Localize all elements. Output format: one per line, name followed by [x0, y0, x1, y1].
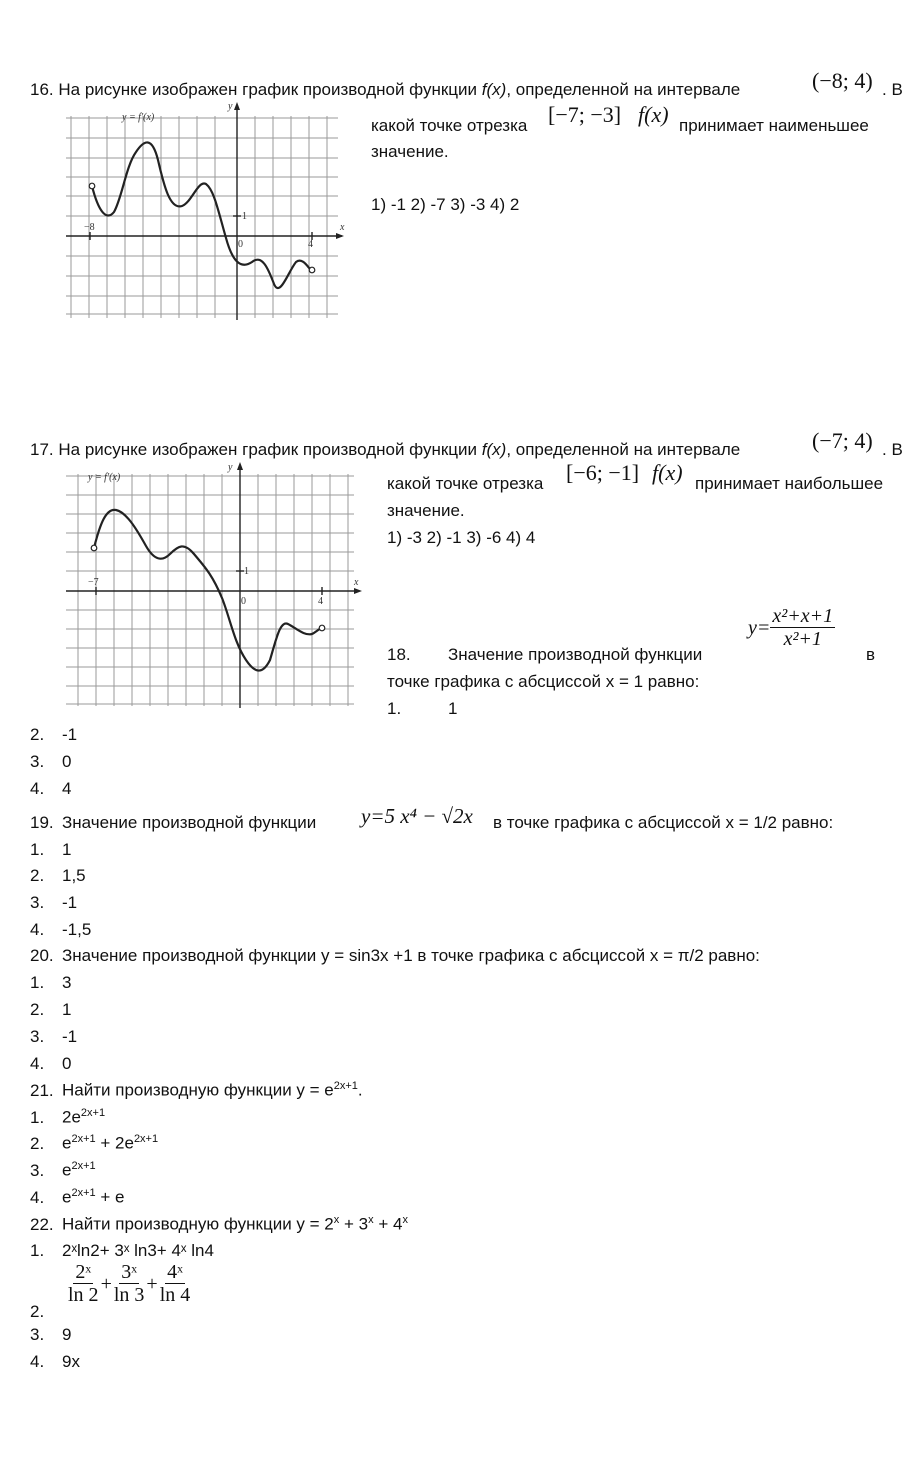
q18-line2: точке графика с абсциссой х = 1 равно: [387, 672, 700, 691]
q18-text: Значение производной функции [448, 645, 703, 664]
q16-x-label: x [340, 222, 345, 233]
list-number: 3. [30, 1325, 45, 1344]
q18-formula-y: y= [748, 616, 771, 639]
q19-option2 [30, 866, 86, 886]
q20-line [30, 946, 760, 966]
plus-sign: + [146, 1272, 158, 1295]
list-value: 0 [62, 1054, 72, 1073]
q17-text-mid: , определенной на интервале [506, 440, 741, 459]
q16-endpoint-right [309, 267, 315, 273]
q16-tick-right: 4 [308, 239, 313, 250]
list-number: 2. [30, 866, 45, 885]
list-number: 1. [30, 1107, 45, 1127]
q22-line [30, 1214, 408, 1235]
list-value: -1 [62, 725, 78, 744]
q22-exp3: х [402, 1214, 408, 1226]
q21-o3-exp: 2х+1 [71, 1160, 96, 1172]
q18-numerator: x²+x+1 [772, 605, 834, 627]
list-number: 3. [30, 1160, 45, 1180]
q18-number: 18. [387, 645, 411, 664]
frac-numerator: 4ˣ [167, 1261, 183, 1283]
list-value: 1 [62, 840, 72, 859]
q17-line3: значение. [387, 501, 465, 520]
q16-grid [66, 116, 338, 318]
q22-o4: 9х [62, 1352, 80, 1371]
q21-o1-exp: 2х+1 [80, 1107, 106, 1119]
q22-number: 22. [30, 1214, 54, 1234]
q18-text-v: в [866, 645, 876, 664]
q20-option2 [30, 1000, 71, 1020]
q16-text-mid: , определенной на интервале [506, 80, 741, 99]
q16-y-arrow [234, 102, 240, 110]
list-number: 2. [30, 1000, 45, 1019]
q16-answers: 1) -1 2) -7 3) -3 4) 2 [371, 195, 520, 214]
q22-plus3: + 3 [339, 1214, 369, 1234]
q22-option2-formula [66, 1262, 192, 1306]
q16-segment: [−7; −3] [548, 102, 622, 127]
q17-line2-pre: какой точке отрезка [387, 474, 544, 493]
list-number: 3. [30, 752, 45, 771]
q17-tick-right: 4 [318, 596, 323, 607]
q16-line1 [30, 80, 740, 100]
q20-text: Значение производной функции у = sin3х +1 в точке графика с абсциссой х = π/2 равно: [62, 946, 760, 965]
q19-text-post: в точке графика с абсциссой х = 1/2 равно: [493, 813, 834, 832]
q21-text: Найти производную функции у = е [62, 1080, 334, 1100]
q17-graph-label: y = f′(x) [88, 472, 121, 483]
q21-o1-base: 2е [62, 1107, 81, 1127]
q17-y-arrow [237, 462, 243, 470]
q21-option3 [30, 1160, 96, 1181]
q22-option2-number: 2. [30, 1302, 45, 1321]
list-number: 1. [30, 1241, 45, 1260]
q16-tick-left: −8 [84, 222, 95, 233]
q16-line2-post: принимает наименьшее [679, 116, 869, 135]
q17-interval: (−7; 4) [812, 428, 873, 453]
q21-o2-base1: е [62, 1133, 72, 1153]
q21-option2 [30, 1133, 158, 1154]
list-number: 2. [30, 1133, 45, 1153]
q17-segment: [−6; −1] [566, 460, 640, 485]
q21-exp: 2х+1 [333, 1080, 358, 1092]
q16-fx2: f(x) [638, 102, 669, 127]
q19-formula: y=5 x⁴ − √2x [361, 804, 473, 828]
q22-option4 [30, 1352, 80, 1372]
list-value: -1,5 [62, 920, 92, 939]
list-value: 3 [62, 973, 72, 992]
q16-line3: значение. [371, 142, 449, 161]
q16-endpoint-left [89, 183, 95, 189]
list-number: 2. [30, 725, 45, 744]
q17-text-b: . В [882, 440, 903, 459]
frac-denominator: ln 2 [68, 1284, 99, 1306]
q22-o1: 2ˣln2+ 3ˣ ln3+ 4ˣ ln4 [62, 1241, 214, 1260]
list-value: 1,5 [62, 866, 86, 885]
q21-option4 [30, 1187, 124, 1208]
list-number: 4. [30, 920, 45, 939]
q22-plus4: + 4 [373, 1214, 403, 1234]
q17-grid [66, 474, 354, 706]
q22-frac-1 [66, 1262, 101, 1306]
q22-exp2: х [368, 1214, 374, 1226]
q17-number: 17. [30, 440, 54, 459]
q17-endpoint-left [91, 545, 97, 551]
frac-denominator: ln 3 [113, 1284, 145, 1306]
q17-curve [94, 510, 322, 671]
q18-option4 [30, 779, 71, 799]
q17-endpoint-right [319, 625, 325, 631]
q20-option1 [30, 973, 71, 993]
q21-o2-exp1: 2х+1 [71, 1133, 96, 1145]
q19-option4 [30, 920, 91, 940]
q18-formula [748, 606, 835, 650]
q17-x-label: x [354, 577, 359, 588]
q18-fraction [770, 606, 835, 650]
q22-option3 [30, 1325, 71, 1345]
q21-o4-post: + е [95, 1187, 125, 1207]
q16-line2-pre: какой точке отрезка [371, 116, 528, 135]
q18-denominator: x²+1 [783, 628, 822, 650]
list-number: 3. [30, 1027, 45, 1046]
q17-tick-zero: 0 [241, 596, 246, 607]
q22-frac-3 [158, 1262, 193, 1306]
q16-tick-one: 1 [242, 211, 247, 222]
q16-text: На рисунке изображен график производной функции [58, 80, 478, 99]
q19-text: Значение производной функции [62, 813, 317, 832]
list-value: 0 [62, 752, 72, 771]
list-value: 1 [62, 1000, 72, 1019]
list-number: 3. [30, 893, 45, 912]
list-value: -1 [62, 893, 78, 912]
q16-x-arrow [336, 233, 344, 239]
q16-interval: (−8; 4) [812, 68, 873, 93]
list-number: 4. [30, 1352, 45, 1371]
q21-o4-base: е [62, 1187, 72, 1207]
q18-option2 [30, 725, 77, 745]
list-value: 4 [62, 779, 72, 798]
q16-fx: f(x) [481, 80, 507, 99]
q17-text: На рисунке изображен график производной функции [58, 440, 478, 459]
q16-graph-label: y = f′(x) [122, 112, 155, 123]
q22-o3: 9 [62, 1325, 72, 1344]
q16-text-b: . В [882, 80, 903, 99]
list-number: 1. [30, 840, 45, 859]
q17-x-arrow [354, 588, 362, 594]
q17-graph [62, 460, 362, 710]
frac-numerator: 3ˣ [121, 1261, 138, 1283]
q22-exp1: х [333, 1214, 340, 1226]
q19-line [30, 813, 316, 833]
q20-option4 [30, 1054, 71, 1074]
q22-text: Найти производную функции у = 2 [62, 1214, 334, 1234]
q17-line1 [30, 440, 740, 460]
q19-option1 [30, 840, 71, 860]
q17-tick-left: −7 [88, 577, 99, 588]
q20-number: 20. [30, 946, 54, 965]
q22-frac-2 [112, 1262, 147, 1306]
q21-dot: . [357, 1080, 363, 1100]
q17-axes [66, 466, 358, 708]
list-number: 4. [30, 1187, 45, 1207]
q16-y-label: y [228, 101, 233, 112]
q17-answers: 1) -3 2) -1 3) -6 4) 4 [387, 528, 536, 547]
q16-number: 16. [30, 80, 54, 99]
q21-o3-base: е [62, 1160, 72, 1180]
q17-y-label: y [228, 462, 233, 473]
q17-tick-one: 1 [244, 566, 249, 577]
q21-o2-mid: + 2е [95, 1133, 134, 1153]
list-value: -1 [62, 1027, 78, 1046]
q17-fx: f(x) [481, 440, 507, 459]
list-number: 1. [30, 973, 45, 992]
list-number: 4. [30, 779, 45, 798]
q21-line [30, 1080, 363, 1101]
plus-sign: + [100, 1272, 112, 1295]
q17-fx2: f(x) [652, 460, 683, 485]
q21-o4-exp: 2х+1 [71, 1187, 96, 1199]
frac-numerator: 2ˣ [75, 1261, 92, 1283]
q18-option3 [30, 752, 71, 772]
q18-option1-number: 1. [387, 699, 402, 718]
q17-line2-post: принимает наибольшее [695, 474, 884, 493]
q18-option1-value: 1 [448, 699, 458, 718]
list-number: 4. [30, 1054, 45, 1073]
q21-option1 [30, 1107, 105, 1128]
q22-option1 [30, 1241, 214, 1261]
q19-option3 [30, 893, 77, 913]
q19-number: 19. [30, 813, 54, 832]
q21-number: 21. [30, 1080, 54, 1100]
q16-graph [62, 100, 344, 322]
q16-tick-zero: 0 [238, 239, 243, 250]
q21-o2-exp2: 2х+1 [133, 1133, 159, 1145]
frac-denominator: ln 4 [159, 1284, 191, 1306]
q20-option3 [30, 1027, 77, 1047]
